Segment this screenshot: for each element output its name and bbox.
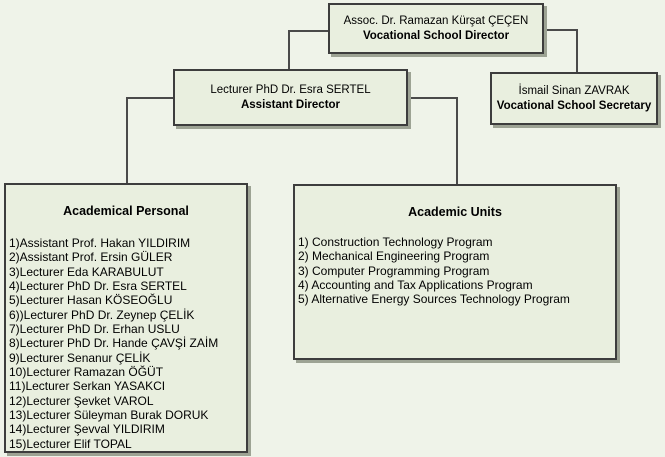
list-item: 6))Lecturer PhD Dr. Zeynep ÇELİK — [9, 307, 195, 322]
list-item: 3) Computer Programming Program — [298, 263, 490, 278]
academic-units-box — [293, 184, 617, 360]
secretary-box — [490, 72, 658, 125]
academical-personal-list — [6, 236, 246, 451]
assistant-director-name: Lecturer PhD Dr. Esra SERTEL — [210, 83, 371, 96]
connector-director-secretary — [544, 30, 577, 73]
list-item: 14)Lecturer Şevval YILDIRIM — [9, 422, 165, 437]
list-item: 12)Lecturer Şevket VAROL — [9, 393, 154, 408]
list-item: 2) Mechanical Engineering Program — [298, 249, 490, 264]
secretary-title: Vocational School Secretary — [496, 99, 652, 112]
list-item: 10)Lecturer Ramazan ÖĞÜT — [9, 365, 164, 380]
connector-assistant-units — [407, 98, 457, 185]
assistant-director-title: Assistant Director — [240, 98, 341, 111]
connector-director-assistant — [289, 31, 329, 70]
list-item: 8)Lecturer PhD Dr. Hande ÇAVŞİ ZAİM — [9, 336, 219, 351]
list-item: 4)Lecturer PhD Dr. Esra SERTEL — [9, 279, 187, 294]
director-name: Assoc. Dr. Ramazan Kürşat ÇEÇEN — [343, 14, 529, 27]
assistant-director-box — [173, 69, 408, 126]
list-item: 11)Lecturer Serkan YASAKCI — [9, 379, 166, 394]
list-item: 1) Construction Technology Program — [298, 235, 493, 249]
list-item: 3)Lecturer Eda KARABULUT — [9, 264, 164, 279]
director-title: Vocational School Director — [362, 29, 510, 42]
director-box — [328, 3, 544, 54]
list-item: 13)Lecturer Süleyman Burak DORUK — [9, 408, 209, 423]
list-item: 9)Lecturer Senanur ÇELİK — [9, 350, 151, 365]
list-item: 4) Accounting and Tax Applications Program — [298, 278, 533, 293]
academical-personal-box — [4, 183, 248, 453]
list-item: 2)Assistant Prof. Ersin GÜLER — [9, 250, 173, 265]
list-item: 5) Alternative Energy Sources Technology Program — [298, 292, 570, 307]
academic-units-title: Academic Units — [408, 205, 502, 219]
list-item: 5)Lecturer Hasan KÖSEOĞLU — [9, 293, 173, 308]
academic-units-list — [295, 235, 615, 307]
connector-assistant-personal — [127, 98, 174, 184]
list-item: 15)Lecturer Elif TOPAL — [9, 436, 132, 451]
academical-personal-title: Academical Personal — [63, 204, 189, 218]
list-item: 1)Assistant Prof. Hakan YILDIRIM — [9, 236, 191, 250]
list-item: 7)Lecturer PhD Dr. Erhan USLU — [9, 322, 180, 337]
secretary-name: İsmail Sinan ZAVRAK — [518, 84, 630, 97]
